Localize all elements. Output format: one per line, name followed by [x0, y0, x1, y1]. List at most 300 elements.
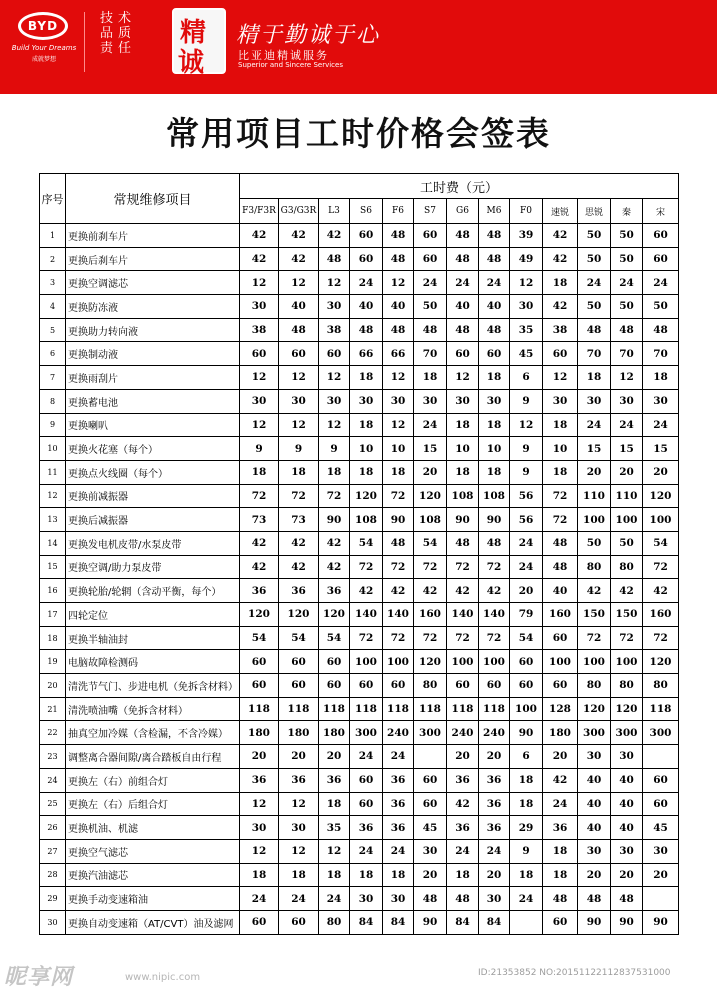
price-cell: 18: [350, 366, 383, 390]
price-cell: 48: [611, 318, 643, 342]
price-cell: 48: [643, 318, 679, 342]
price-cell: 100: [611, 508, 643, 532]
price-cell: 18: [319, 792, 350, 816]
price-cell: 40: [578, 816, 611, 840]
price-cell: 180: [543, 721, 578, 745]
price-cell: 20: [447, 745, 479, 769]
price-cell: 18: [240, 863, 279, 887]
price-cell: 50: [414, 295, 447, 319]
price-cell: 60: [643, 792, 679, 816]
price-cell: 54: [319, 626, 350, 650]
row-number: 9: [40, 413, 66, 437]
price-cell: 80: [414, 674, 447, 698]
price-cell: 90: [611, 910, 643, 934]
table-row: [40, 555, 679, 579]
price-cell: 30: [447, 389, 479, 413]
price-cell: 36: [279, 579, 319, 603]
price-cell: 24: [578, 413, 611, 437]
price-cell: 30: [240, 295, 279, 319]
row-number: 30: [40, 910, 66, 934]
price-cell: 60: [279, 342, 319, 366]
table-row: [40, 792, 679, 816]
price-cell: 300: [350, 721, 383, 745]
row-item: 更换后减振器: [66, 508, 240, 532]
price-cell: 60: [279, 910, 319, 934]
row-item: 更换喇叭: [66, 413, 240, 437]
price-cell: 24: [279, 887, 319, 911]
price-cell: 60: [240, 910, 279, 934]
price-cell: 118: [479, 697, 510, 721]
price-cell: 48: [447, 247, 479, 271]
price-cell: 36: [479, 792, 510, 816]
price-cell: 100: [578, 508, 611, 532]
price-cell: 30: [383, 887, 414, 911]
price-cell: 140: [350, 603, 383, 627]
price-cell: 60: [319, 674, 350, 698]
row-number: 14: [40, 531, 66, 555]
price-cell: 42: [543, 247, 578, 271]
logo-tagline-cn: 成就梦想: [31, 56, 56, 63]
price-cell: 108: [447, 484, 479, 508]
row-number: 29: [40, 887, 66, 911]
price-cell: 48: [414, 887, 447, 911]
price-cell: 60: [543, 674, 578, 698]
price-cell: 60: [350, 792, 383, 816]
table-row: [40, 674, 679, 698]
price-cell: [510, 910, 543, 934]
price-cell: 38: [240, 318, 279, 342]
price-cell: 72: [350, 626, 383, 650]
price-cell: 56: [510, 484, 543, 508]
price-cell: 54: [510, 626, 543, 650]
price-cell: 18: [510, 863, 543, 887]
price-cell: 36: [383, 768, 414, 792]
watermark-site: www.nipic.com: [125, 972, 201, 983]
price-cell: 118: [643, 697, 679, 721]
price-cell: 60: [643, 224, 679, 248]
price-cell: 12: [279, 366, 319, 390]
price-cell: 48: [578, 318, 611, 342]
price-cell: 240: [447, 721, 479, 745]
price-cell: 30: [319, 389, 350, 413]
price-cell: 50: [611, 295, 643, 319]
price-cell: 35: [319, 816, 350, 840]
price-cell: 48: [578, 887, 611, 911]
price-cell: 73: [240, 508, 279, 532]
price-cell: 24: [578, 271, 611, 295]
row-item: 更换空气滤芯: [66, 839, 240, 863]
logo-tagline: Build Your Dreams: [11, 44, 77, 52]
price-cell: 15: [414, 437, 447, 461]
price-cell: 50: [578, 531, 611, 555]
row-item: 更换手动变速箱油: [66, 887, 240, 911]
price-cell: 45: [510, 342, 543, 366]
price-cell: 90: [414, 910, 447, 934]
price-cell: 118: [447, 697, 479, 721]
row-number: 7: [40, 366, 66, 390]
row-item: 更换轮胎/轮辋（含动平衡，每个）: [66, 579, 240, 603]
col-header-no: 序号: [40, 174, 66, 224]
price-cell: 54: [350, 531, 383, 555]
price-cell: 18: [350, 863, 383, 887]
table-row: [40, 887, 679, 911]
price-cell: 60: [319, 342, 350, 366]
model-header: F3/F3R: [240, 199, 279, 224]
price-cell: 30: [578, 839, 611, 863]
price-cell: 42: [279, 531, 319, 555]
price-cell: 42: [447, 792, 479, 816]
price-cell: 30: [578, 389, 611, 413]
model-header: F0: [510, 199, 543, 224]
table-row: [40, 863, 679, 887]
price-cell: 24: [240, 887, 279, 911]
price-cell: 72: [319, 484, 350, 508]
price-cell: 30: [414, 839, 447, 863]
price-cell: 100: [510, 697, 543, 721]
price-cell: 42: [240, 224, 279, 248]
row-number: 23: [40, 745, 66, 769]
price-cell: 12: [279, 792, 319, 816]
price-cell: 20: [578, 460, 611, 484]
price-cell: 118: [279, 697, 319, 721]
price-cell: 24: [643, 271, 679, 295]
price-cell: 40: [611, 816, 643, 840]
value-char: 质: [118, 26, 132, 41]
price-cell: 72: [479, 626, 510, 650]
price-cell: 12: [611, 366, 643, 390]
price-cell: 30: [543, 389, 578, 413]
price-cell: 20: [611, 863, 643, 887]
row-number: 21: [40, 697, 66, 721]
price-cell: 20: [643, 460, 679, 484]
row-number: 24: [40, 768, 66, 792]
price-cell: 45: [643, 816, 679, 840]
row-number: 5: [40, 318, 66, 342]
price-cell: 72: [643, 626, 679, 650]
price-cell: 38: [319, 318, 350, 342]
price-cell: 12: [240, 271, 279, 295]
price-cell: 12: [240, 839, 279, 863]
price-cell: 118: [383, 697, 414, 721]
row-number: 19: [40, 650, 66, 674]
price-cell: 24: [611, 271, 643, 295]
price-cell: 30: [383, 389, 414, 413]
price-cell: 60: [543, 342, 578, 366]
byd-logo: [8, 10, 80, 66]
price-cell: [643, 887, 679, 911]
table-row: [40, 721, 679, 745]
price-cell: 15: [611, 437, 643, 461]
price-cell: 18: [383, 863, 414, 887]
row-number: 8: [40, 389, 66, 413]
price-cell: 20: [414, 460, 447, 484]
price-cell: 20: [319, 745, 350, 769]
row-number: 2: [40, 247, 66, 271]
price-cell: 300: [578, 721, 611, 745]
table-row: [40, 531, 679, 555]
price-cell: 24: [447, 271, 479, 295]
price-cell: 40: [350, 295, 383, 319]
price-cell: 9: [510, 460, 543, 484]
price-cell: 30: [240, 389, 279, 413]
price-cell: 12: [319, 413, 350, 437]
price-cell: 24: [510, 555, 543, 579]
row-item: 更换前减振器: [66, 484, 240, 508]
price-cell: 10: [479, 437, 510, 461]
header-divider: [84, 12, 85, 72]
price-cell: 18: [350, 413, 383, 437]
header-banner: [0, 0, 717, 94]
row-number: 13: [40, 508, 66, 532]
price-cell: 60: [479, 674, 510, 698]
price-cell: 12: [279, 413, 319, 437]
price-cell: 48: [447, 887, 479, 911]
price-cell: 70: [611, 342, 643, 366]
price-cell: 42: [643, 579, 679, 603]
row-number: 26: [40, 816, 66, 840]
price-cell: 160: [643, 603, 679, 627]
row-item: 更换点火线圈（每个）: [66, 460, 240, 484]
price-cell: 90: [578, 910, 611, 934]
price-cell: 70: [578, 342, 611, 366]
price-cell: 30: [510, 295, 543, 319]
price-cell: 24: [414, 271, 447, 295]
price-cell: 45: [414, 816, 447, 840]
price-cell: 24: [543, 792, 578, 816]
price-cell: 12: [383, 366, 414, 390]
row-item: 更换发电机皮带/水泵皮带: [66, 531, 240, 555]
price-cell: 12: [447, 366, 479, 390]
price-cell: 84: [447, 910, 479, 934]
price-cell: 40: [447, 295, 479, 319]
model-header: S6: [350, 199, 383, 224]
price-cell: 42: [279, 224, 319, 248]
price-cell: 60: [279, 650, 319, 674]
row-item: 更换自动变速箱（AT/CVT）油及滤网: [66, 910, 240, 934]
row-item: 调整离合器间隙/离合踏板自由行程: [66, 745, 240, 769]
price-cell: 9: [240, 437, 279, 461]
price-cell: 120: [319, 603, 350, 627]
price-cell: 72: [240, 484, 279, 508]
table-row: [40, 437, 679, 461]
price-cell: 12: [279, 271, 319, 295]
price-cell: 160: [543, 603, 578, 627]
price-cell: 90: [383, 508, 414, 532]
price-cell: 18: [414, 366, 447, 390]
model-header: 思锐: [578, 199, 611, 224]
price-cell: 24: [414, 413, 447, 437]
price-cell: 20: [414, 863, 447, 887]
price-cell: 9: [279, 437, 319, 461]
price-cell: 18: [643, 366, 679, 390]
price-cell: 72: [383, 555, 414, 579]
price-cell: 100: [611, 650, 643, 674]
price-cell: 24: [447, 839, 479, 863]
price-cell: 110: [611, 484, 643, 508]
price-cell: 50: [611, 531, 643, 555]
price-cell: 20: [479, 745, 510, 769]
price-cell: 48: [414, 318, 447, 342]
price-cell: 18: [447, 460, 479, 484]
price-cell: 9: [510, 839, 543, 863]
price-cell: 40: [479, 295, 510, 319]
slogan-en: Superior and Sincere Services: [238, 61, 343, 69]
price-cell: 300: [414, 721, 447, 745]
price-cell: 40: [383, 295, 414, 319]
price-cell: 48: [383, 531, 414, 555]
model-header: F6: [383, 199, 414, 224]
table-row: [40, 650, 679, 674]
row-item: 更换火花塞（每个）: [66, 437, 240, 461]
price-cell: 120: [350, 484, 383, 508]
price-cell: 180: [240, 721, 279, 745]
model-header: 秦: [611, 199, 643, 224]
price-cell: 24: [510, 531, 543, 555]
price-cell: 60: [447, 674, 479, 698]
row-number: 1: [40, 224, 66, 248]
price-cell: 36: [240, 768, 279, 792]
price-cell: 30: [350, 389, 383, 413]
row-number: 17: [40, 603, 66, 627]
price-cell: 66: [350, 342, 383, 366]
price-cell: 48: [319, 247, 350, 271]
price-cell: 18: [479, 460, 510, 484]
price-cell: 118: [414, 697, 447, 721]
price-cell: 20: [611, 460, 643, 484]
table-row: [40, 271, 679, 295]
price-cell: 140: [479, 603, 510, 627]
price-cell: 72: [350, 555, 383, 579]
price-cell: 80: [319, 910, 350, 934]
price-cell: 12: [240, 366, 279, 390]
price-cell: 140: [447, 603, 479, 627]
row-item: 更换助力转向液: [66, 318, 240, 342]
price-cell: 24: [510, 887, 543, 911]
row-item: 更换机油、机滤: [66, 816, 240, 840]
row-item: 更换左（右）后组合灯: [66, 792, 240, 816]
price-cell: 50: [611, 247, 643, 271]
price-cell: 30: [643, 389, 679, 413]
price-cell: 84: [383, 910, 414, 934]
price-cell: 42: [578, 579, 611, 603]
price-cell: 42: [319, 224, 350, 248]
price-cell: 18: [510, 792, 543, 816]
price-cell: 36: [350, 816, 383, 840]
row-number: 12: [40, 484, 66, 508]
row-item: 更换左（右）前组合灯: [66, 768, 240, 792]
price-cell: 80: [578, 674, 611, 698]
price-cell: 24: [643, 413, 679, 437]
value-char: 术: [118, 11, 132, 26]
price-cell: 30: [479, 887, 510, 911]
row-number: 16: [40, 579, 66, 603]
model-header: S7: [414, 199, 447, 224]
price-cell: 42: [240, 531, 279, 555]
price-cell: 36: [543, 816, 578, 840]
price-cell: 48: [479, 247, 510, 271]
price-cell: 60: [510, 650, 543, 674]
price-cell: 54: [279, 626, 319, 650]
table-row: [40, 626, 679, 650]
price-cell: 48: [479, 224, 510, 248]
price-cell: 120: [414, 484, 447, 508]
price-cell: 42: [611, 579, 643, 603]
table-row: [40, 745, 679, 769]
logo-text: BYD: [27, 19, 59, 33]
price-cell: 72: [383, 484, 414, 508]
price-cell: 72: [414, 626, 447, 650]
price-cell: 60: [447, 342, 479, 366]
row-item: 更换雨刮片: [66, 366, 240, 390]
price-cell: 120: [578, 697, 611, 721]
row-item: 更换制动液: [66, 342, 240, 366]
price-cell: 18: [279, 460, 319, 484]
price-cell: 30: [279, 816, 319, 840]
price-cell: 30: [643, 839, 679, 863]
value-char: 技: [100, 11, 114, 26]
price-cell: 48: [383, 224, 414, 248]
price-cell: 39: [510, 224, 543, 248]
price-cell: 36: [279, 768, 319, 792]
row-number: 25: [40, 792, 66, 816]
price-cell: 110: [578, 484, 611, 508]
price-cell: 20: [643, 863, 679, 887]
price-cell: 20: [279, 745, 319, 769]
price-cell: 60: [350, 674, 383, 698]
price-cell: 72: [447, 555, 479, 579]
price-cell: 60: [350, 247, 383, 271]
price-cell: 36: [447, 768, 479, 792]
price-cell: 24: [350, 271, 383, 295]
price-cell: 42: [319, 555, 350, 579]
price-cell: 42: [279, 247, 319, 271]
price-cell: 12: [543, 366, 578, 390]
table-row: [40, 603, 679, 627]
table-row: [40, 768, 679, 792]
price-cell: 48: [383, 318, 414, 342]
price-cell: 120: [279, 603, 319, 627]
row-number: 10: [40, 437, 66, 461]
price-cell: 60: [543, 626, 578, 650]
price-cell: 60: [279, 674, 319, 698]
price-cell: 50: [643, 295, 679, 319]
price-cell: 60: [414, 224, 447, 248]
price-cell: 30: [578, 745, 611, 769]
table-body: [40, 224, 679, 935]
price-cell: 30: [279, 389, 319, 413]
price-cell: 84: [350, 910, 383, 934]
value-char: 责: [100, 41, 114, 56]
price-cell: 10: [383, 437, 414, 461]
price-cell: 18: [543, 271, 578, 295]
price-cell: 56: [510, 508, 543, 532]
price-cell: 40: [279, 295, 319, 319]
price-cell: 118: [350, 697, 383, 721]
price-cell: 18: [350, 460, 383, 484]
price-cell: 42: [543, 224, 578, 248]
price-cell: 42: [240, 555, 279, 579]
row-item: 更换防冻液: [66, 295, 240, 319]
price-cell: 48: [479, 531, 510, 555]
price-cell: 80: [611, 555, 643, 579]
price-cell: 18: [279, 863, 319, 887]
table-row: [40, 224, 679, 248]
price-cell: 60: [543, 910, 578, 934]
price-cell: 12: [319, 366, 350, 390]
slogan: 精于勤诚于心: [236, 23, 381, 48]
price-cell: 100: [350, 650, 383, 674]
price-cell: 72: [543, 508, 578, 532]
